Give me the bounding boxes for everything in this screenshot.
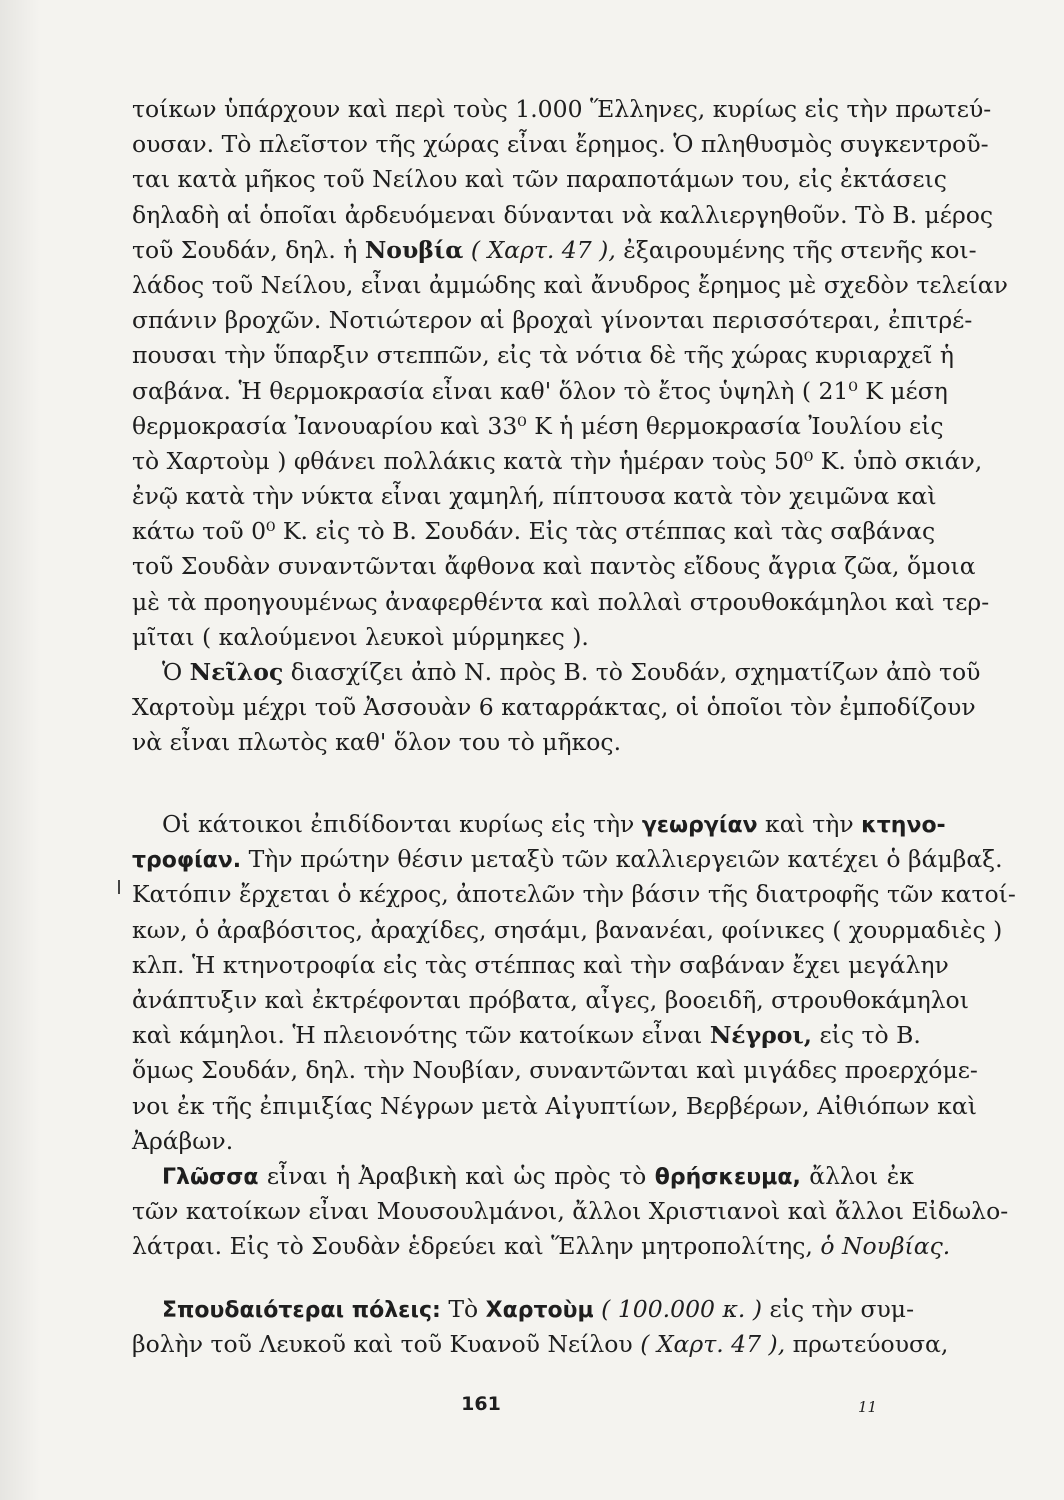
text-run: Οἱ κάτοικοι ἐπιδίδονται κυρίως εἰς τὴν bbox=[162, 810, 642, 838]
text-line bbox=[132, 1159, 914, 1194]
margin-mark bbox=[118, 880, 120, 894]
text-line bbox=[132, 1229, 951, 1264]
text-line bbox=[132, 233, 977, 268]
text-run: καὶ τὴν bbox=[757, 810, 862, 838]
text-line bbox=[132, 807, 946, 842]
map-reference: ( Χαρτ. 47 ), bbox=[463, 235, 616, 264]
text-line: σπάνιν βροχῶν. Νοτιώτερον αἱ βροχαὶ γίνονται περισσότεραι, ἐπιτρέ- bbox=[132, 306, 973, 335]
text-run: τοῦ Σουδάν, δηλ. ἡ bbox=[132, 235, 365, 264]
text-line: τοῦ Σουδὰν συναντῶνται ἄφθονα καὶ παντὸς εἴδους ἄγρια ζῶα, ὅμοια bbox=[132, 552, 976, 581]
text-line: ὅμως Σουδάν, δηλ. τὴν Νουβίαν, συναντῶνται καὶ μιγάδες προερχόμε- bbox=[132, 1056, 978, 1085]
text-line bbox=[132, 1327, 949, 1362]
text-run: Ὁ bbox=[162, 658, 190, 686]
text-run: εἶναι ἡ Ἀραβικὴ καὶ ὡς πρὸς τὸ bbox=[258, 1161, 655, 1190]
bold-term-language: Γλῶσσα bbox=[162, 1164, 259, 1190]
text-line bbox=[132, 1292, 914, 1327]
text-line: κάτω τοῦ 0⁰ Κ. εἰς τὸ Β. Σουδάν. Εἰς τὰς στέππας καὶ τὰς σαβάνας bbox=[132, 517, 936, 546]
text-line: σαβάνα. Ἡ θερμοκρασία εἶναι καθ' ὅλον τὸ ἔτος ὑψηλὴ ( 21⁰ Κ μέση bbox=[132, 376, 948, 405]
page-shadow bbox=[0, 0, 40, 1500]
text-line: μὲ τὰ προηγουμένως ἀναφερθέντα καὶ πολλαὶ στρουθοκάμηλοι καὶ τερ- bbox=[132, 587, 990, 616]
text-block-lower bbox=[132, 1292, 949, 1362]
text-run: διασχίζει ἀπὸ Ν. πρὸς Β. τὸ Σουδάν, σχηματίζων ἀπὸ τοῦ bbox=[283, 658, 981, 686]
text-run: βολὴν τοῦ Λευκοῦ καὶ τοῦ Κυανοῦ Νείλου bbox=[132, 1330, 641, 1359]
text-line: μῖται ( καλούμενοι λευκοὶ μύρμηκες ). bbox=[132, 622, 589, 651]
text-run: ἄλλοι ἐκ bbox=[800, 1161, 914, 1190]
text-line: νοι ἐκ τῆς ἐπιμιξίας Νέγρων μετὰ Αἰγυπτίων, Βερβέρων, Αἰθιόπων καὶ bbox=[132, 1091, 977, 1120]
text-line: κλπ. Ἡ κτηνοτροφία εἰς τὰς στέππας καὶ τὴν σαβάναν ἔχει μεγάλην bbox=[132, 950, 949, 979]
bold-term-negroes: Νέγροι, bbox=[709, 1021, 812, 1050]
text-line: λάδος τοῦ Νείλου, εἶναι ἀμμώδης καὶ ἄνυδρος ἔρημος μὲ σχεδὸν τελείαν bbox=[132, 270, 1008, 299]
text-line bbox=[132, 655, 981, 690]
text-line bbox=[132, 842, 1003, 877]
signature-mark: 11 bbox=[858, 1398, 878, 1416]
bold-term-nile: Νεῖλος bbox=[189, 658, 284, 686]
text-run: ἐξαιρουμένης τῆς στενῆς κοι- bbox=[615, 235, 977, 264]
text-line: τοίκων ὑπάρχουν καὶ περὶ τοὺς 1.000 Ἕλληνες, κυρίως εἰς τὴν πρωτεύ- bbox=[132, 95, 992, 123]
text-line bbox=[132, 1018, 921, 1053]
population-note: ( 100.000 κ. ) bbox=[593, 1295, 763, 1323]
text-line: τὸ Χαρτοὺμ ) φθάνει πολλάκις κατὰ τὴν ἡμέραν τοὺς 50⁰ Κ. ὑπὸ σκιάν, bbox=[132, 446, 983, 475]
map-reference: ( Χαρτ. 47 ), bbox=[640, 1330, 786, 1359]
bold-term-religion: θρήσκευμα, bbox=[654, 1164, 801, 1190]
bold-term-agriculture: γεωργίαν bbox=[641, 813, 758, 838]
text-line: θερμοκρασία Ἰανουαρίου καὶ 33⁰ Κ ἡ μέση θερμοκρασία Ἰουλίου εἰς bbox=[132, 411, 944, 440]
text-block-upper bbox=[132, 92, 1008, 761]
text-run: Τὴν πρώτην θέσιν μεταξὺ τῶν καλλιεργειῶν κατέχει ὁ βάμβαξ. bbox=[241, 845, 1003, 874]
text-line: πουσαι τὴν ὕπαρξιν στεππῶν, εἰς τὰ νότια δὲ τῆς χώρας κυριαρχεῖ ἡ bbox=[132, 341, 955, 370]
text-line: ἐνῷ κατὰ τὴν νύκτα εἶναι χαμηλή, πίπτουσα κατὰ τὸν χειμῶνα καὶ bbox=[132, 482, 937, 511]
text-line: δηλαδὴ αἱ ὁποῖαι ἀρδευόμεναι δύνανται νὰ καλλιεργηθοῦν. Τὸ Β. μέρος bbox=[132, 200, 994, 229]
text-run: Τὸ bbox=[440, 1295, 486, 1323]
text-line: Κατόπιν ἔρχεται ὁ κέχρος, ἀποτελῶν τὴν βάσιν τῆς διατροφῆς τῶν κατοί- bbox=[132, 880, 1016, 909]
bold-term-livestock: κτηνο- bbox=[861, 813, 946, 838]
text-run: καὶ κάμηλοι. Ἡ πλειονότης τῶν κατοίκων εἶναι bbox=[132, 1021, 710, 1050]
text-line: τῶν κατοίκων εἶναι Μουσουλμάνοι, ἄλλοι Χριστιανοὶ καὶ ἄλλοι Εἰδωλο- bbox=[132, 1197, 1009, 1226]
text-line: νὰ εἶναι πλωτὸς καθ' ὅλον του τὸ μῆκος. bbox=[132, 728, 622, 757]
text-line: Χαρτοὺμ μέχρι τοῦ Ἀσσουὰν 6 καταρράκτας, οἱ ὁποῖοι τὸν ἐμποδίζουν bbox=[132, 693, 976, 722]
page-number: 161 bbox=[461, 1393, 501, 1415]
text-block-middle bbox=[132, 807, 1016, 1264]
bold-term-livestock-end: τροφίαν. bbox=[132, 848, 242, 874]
bold-term-khartoum: Χαρτοὺμ bbox=[485, 1298, 594, 1323]
text-run: λάτραι. Εἰς τὸ Σουδὰν ἑδρεύει καὶ Ἕλλην μητροπολίτης, bbox=[132, 1232, 821, 1261]
italic-term: ὁ Νουβίας. bbox=[820, 1232, 951, 1261]
bold-term-nubia: Νουβία bbox=[364, 235, 464, 264]
text-line: κων, ὁ ἀραβόσιτος, ἀραχίδες, σησάμι, βανανέαι, φοίνικες ( χουρμαδιὲς ) bbox=[132, 915, 1003, 944]
text-run: εἰς τὸ Β. bbox=[811, 1021, 921, 1050]
text-run: πρωτεύουσα, bbox=[785, 1330, 949, 1359]
text-line: ἀνάπτυξιν καὶ ἐκτρέφονται πρόβατα, αἶγες, βοοειδῆ, στρουθοκάμηλοι bbox=[132, 985, 969, 1014]
text-run: εἰς τὴν συμ- bbox=[762, 1295, 915, 1323]
bold-heading-cities: Σπουδαιότεραι πόλεις: bbox=[162, 1298, 441, 1323]
text-line: ουσαν. Τὸ πλεῖστον τῆς χώρας εἶναι ἔρημος. Ὁ πληθυσμὸς συγκεντροῦ- bbox=[132, 130, 989, 159]
text-line: ται κατὰ μῆκος τοῦ Νείλου καὶ τῶν παραποτάμων του, εἰς ἐκτάσεις bbox=[132, 165, 947, 194]
text-line: Ἀράβων. bbox=[132, 1126, 234, 1155]
